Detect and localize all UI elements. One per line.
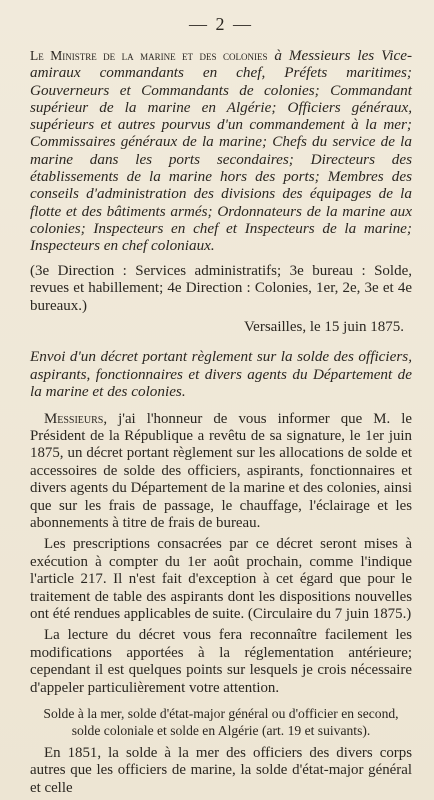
paragraph-3: La lecture du décret vous fera reconnaître facilement les modifications apportées à la réglementation antérieure; cependant il est quelques points sur lesquels je crois nécessaire d'appeler particulièrement votre attention. [30, 627, 412, 696]
direction-note: (3e Direction : Services administratifs; 3e bureau : Solde, revues et habillement; 4e Direction : Colonies, 1er, 2e, 3e et 4e bureaux.) [30, 262, 412, 314]
date-line: Versailles, le 15 juin 1875. [244, 319, 404, 336]
paragraph-1-text: j'ai l'honneur de vous informer que M. le Président de la République a revêtu de sa signature, le 1er juin 1875, un décret portant règlement sur les allocations de solde et accessoires de solde des officiers, aspirants, fonctionnaires et divers agents du Département de la marine et des colonies, ainsi que sur les frais de passage, le chauffage, l'éclairage et les abonnements à titre de frais de bureau. [30, 410, 412, 531]
address-block [30, 47, 412, 255]
paragraph-1 [30, 411, 412, 533]
address-lead: Le Ministre de la marine et des colonies [30, 48, 268, 63]
page-number: — 2 — [189, 14, 253, 34]
salutation: Messieurs, [44, 410, 108, 427]
section-caption: Solde à la mer, solde d'état-major général ou d'officier en second, solde coloniale et solde en Algérie (art. 19 et suivants). [43, 706, 399, 739]
paragraph-4: En 1851, la solde à la mer des officiers des divers corps autres que les officiers de marine, la solde d'état-major général et celle [30, 745, 412, 796]
paragraph-2: Les prescriptions consacrées par ce décret seront mises à exécution à compter du 1er août prochain, comme l'indique l'article 217. Il n'est fait d'exception à cet égard que pour le traitement de table des aspirants dont les dispositions nouvelles ont été rendues applicables de suite. (Circulaire du 7 juin 1875.) [30, 536, 412, 623]
address-text: à Messieurs les Vice-amiraux commandants en chef, Préfets maritimes; Gouverneurs et Commandants de colonies; Commandant supérieur de la marine en Algérie; Officiers généraux, supérieurs et autres pourvus d'un commandement à la mer; Commissaires généraux de la marine; Chefs du service de la marine dans les ports secondaires; Directeurs des établissements de la marine hors des ports; Membres des conseils d'administration des divisions des équipages de la flotte et des bâtiments armés; Ordonnateurs de la marine aux colonies; Inspecteurs en chef et Inspecteurs de la marine; Inspecteurs en chef coloniaux. [30, 47, 413, 255]
envoi-heading: Envoi d'un décret portant règlement sur la solde des officiers, aspirants, fonctionnaires et divers agents du Département de la marine et des colonies. [30, 348, 412, 401]
